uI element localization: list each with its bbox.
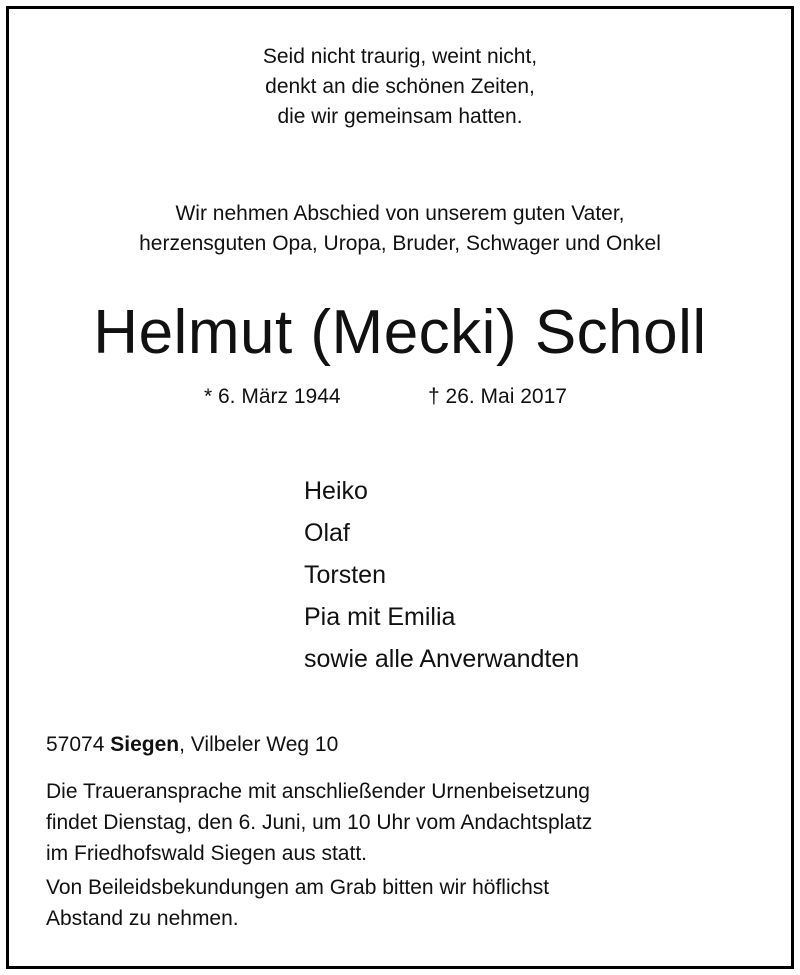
- service-line: findet Dienstag, den 6. Juni, um 10 Uhr vom Andachtsplatz: [46, 811, 593, 834]
- birth-date: * 6. März 1944: [204, 385, 341, 408]
- poem-line: Seid nicht traurig, weint nicht,: [262, 45, 538, 68]
- farewell-intro: [0, 199, 800, 259]
- deceased-name: Helmut (Mecki) Scholl: [93, 298, 707, 367]
- service-line: im Friedhofswald Siegen aus statt.: [46, 842, 367, 865]
- survivor-name: Torsten: [304, 561, 386, 589]
- service-line: Die Traueransprache mit anschließender Urnenbeisetzung: [46, 780, 590, 803]
- intro-line: herzensguten Opa, Uropa, Bruder, Schwager und Onkel: [139, 232, 661, 255]
- street: Vilbeler Weg 10: [190, 733, 339, 756]
- survivor-name: Heiko: [304, 477, 368, 505]
- survivor-name: Pia mit Emilia: [304, 603, 456, 631]
- city: Siegen: [110, 733, 180, 756]
- condolence-line: Abstand zu nehmen.: [46, 907, 239, 930]
- poem-line: denkt an die schönen Zeiten,: [265, 75, 535, 98]
- condolence-line: Von Beileidsbekundungen am Grab bitten wir höflichst: [46, 876, 550, 899]
- intro-line: Wir nehmen Abschied von unserem guten Vater,: [175, 202, 625, 225]
- survivors-list: [304, 470, 579, 680]
- poem-line: die wir gemeinsam hatten.: [277, 105, 523, 128]
- death-date: † 26. Mai 2017: [428, 385, 567, 408]
- survivor-name: Olaf: [304, 519, 350, 547]
- service-info: [46, 776, 766, 869]
- survivor-name: sowie alle Anverwandten: [304, 645, 580, 673]
- postal-code: 57074: [46, 733, 105, 756]
- memorial-poem: [0, 42, 800, 132]
- family-address: 57074 Siegen, Vilbeler Weg 10: [46, 733, 339, 756]
- condolence-request: [46, 872, 766, 934]
